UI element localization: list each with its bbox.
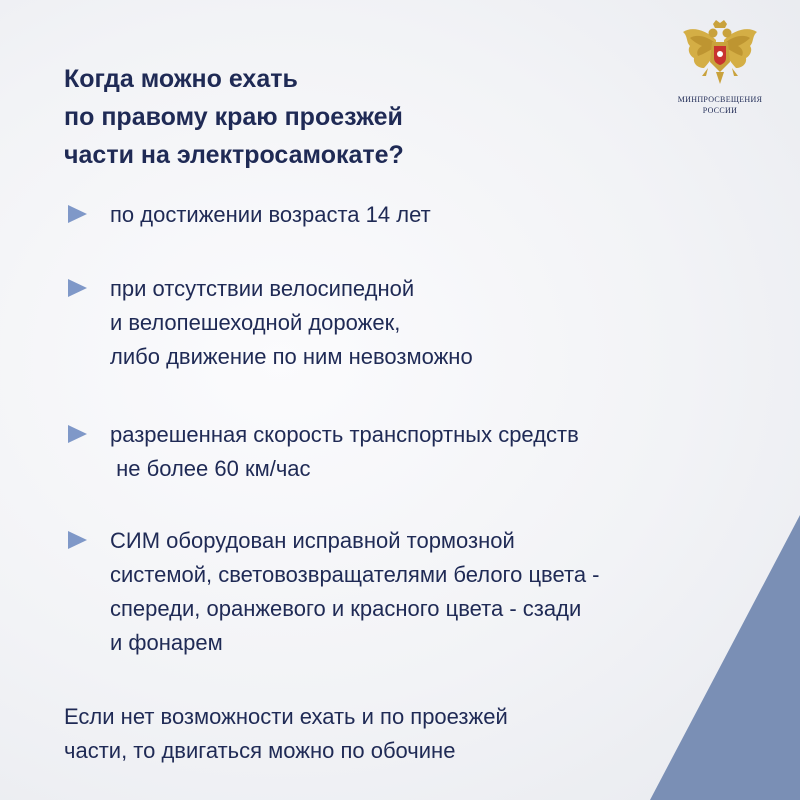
triangle-bullet-icon (66, 204, 88, 224)
footer-line: части, то двигаться можно по обочине (64, 738, 456, 763)
list-item-text (110, 272, 670, 374)
logo-text-line: МИНПРОСВЕЩЕНИЯ (677, 95, 763, 104)
footer-note (64, 700, 684, 768)
footer-line: Если нет возможности ехать и по проезжей (64, 704, 508, 729)
list-item-line: либо движение по ним невозможно (110, 344, 473, 369)
title-line: по правому краю проезжей (64, 103, 403, 131)
list-item-line: СИМ оборудован исправной тормозной (110, 528, 515, 553)
list-item-line: разрешенная скорость транспортных средств (110, 422, 579, 447)
triangle-bullet-icon (66, 424, 88, 444)
page-title (64, 60, 584, 174)
ministry-logo (660, 18, 780, 116)
logo-text-line: РОССИИ (702, 106, 738, 115)
list-item-line: и фонарем (110, 630, 223, 655)
list-item-line: и велопешеходной дорожек, (110, 310, 401, 335)
list-item-line: спереди, оранжевого и красного цвета - сзади (110, 596, 582, 621)
list-item-text (110, 198, 670, 232)
ministry-name (660, 94, 780, 116)
triangle-bullet-icon (66, 278, 88, 298)
double-headed-eagle-emblem-icon (680, 18, 760, 90)
list-item-line: при отсутствии велосипедной (110, 276, 415, 301)
list-item-text (110, 524, 670, 660)
triangle-bullet-icon (66, 530, 88, 550)
title-line: Когда можно ехать (64, 65, 298, 93)
list-item-line: системой, световозвращателями белого цвета - (110, 562, 600, 587)
list-item-text (110, 418, 670, 486)
list-item-line: не более 60 км/час (110, 456, 311, 481)
list-item-line: по достижении возраста 14 лет (110, 202, 431, 227)
title-line: части на электросамокате? (64, 141, 404, 169)
